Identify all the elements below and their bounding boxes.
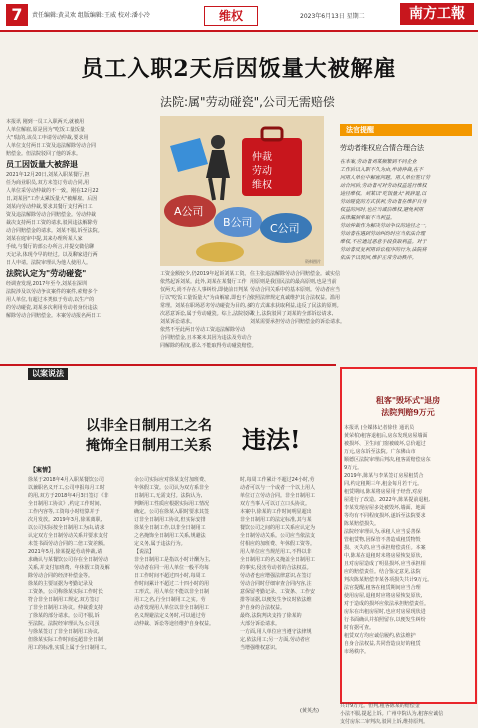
main-column-2 (160, 270, 257, 360)
text-line: 之名掩饰全日制用工关系,规避法 (134, 533, 206, 539)
briefcase-icon (242, 128, 302, 196)
text-line: 当增强维权意识。 (240, 645, 281, 651)
main-heading-1: 员工因饭量大被辞退 (6, 160, 78, 169)
text-line: 次月发放。2019年3月,徐某离职, (28, 517, 103, 523)
case-col1-text (28, 476, 128, 652)
text-line: 手续,与餐厅的部公办所言,并提交微信聊 (6, 244, 95, 250)
main-heading-2: 法院认定为"劳动碰瓷" (6, 269, 87, 278)
label-rights: 维权 (252, 180, 272, 191)
text-line: 维权,不应通过恶意手段获取利益。对于 (340, 239, 427, 245)
text-line: 判决陈某赔偿李某各项损失共计9万元。 (344, 577, 433, 583)
red-title-line2: 法院判赔9万元 (381, 407, 435, 417)
text-line: 用工之名,行全日制用工之实。劳 (134, 597, 206, 603)
text-line: 劳动者在遇到劳动纠纷时应当依法合理 (340, 231, 426, 237)
text-line: 日人申请。法院审理认为他人使用人。 (6, 260, 92, 266)
main-subheadline: 法院:属"劳动碰瓷",公司无需赔偿 (160, 95, 335, 109)
text-line: 了徐某的部分请求。公司不服,诉 (28, 613, 100, 619)
text-line: 2021年12月20日,刘某入职某餐厅,担 (6, 172, 90, 178)
text-line: 用工的标准,实质上属于全日制用工。 (28, 645, 110, 651)
text-line: 时有据可查。 (344, 625, 375, 631)
text-line: 2019年,陈某与李某签订房屋租赁合 (344, 473, 424, 479)
text-line: 徐某于2018年4月入职某餐饮公司 (28, 477, 104, 483)
text-line: 动者可以与一个或者一个以上用人 (240, 485, 316, 491)
text-line: 刘某需要承担劳动合同赔偿金的诉讼请求。 (250, 319, 346, 325)
label-labor: 劳动 (252, 166, 272, 177)
main-col1-para3 (6, 280, 156, 320)
main-col1-para1 (6, 118, 156, 158)
text-line: 动者发现用人单位以非全日制用工 (134, 605, 210, 611)
text-line: 刘某诉讼请求。 (160, 319, 196, 325)
red-title-line1: 租客"毁坏式"退房 (375, 395, 441, 405)
case-title-line1: 以非全日制用工之名 (86, 418, 212, 434)
text-line: 日制用工,无需支付。法院认为, (134, 493, 203, 499)
text-line: 以公司实际按全日制用工为由,请求 (28, 525, 105, 531)
main-col3-text (250, 270, 346, 326)
case-column-1 (28, 476, 128, 716)
text-line: 法官提醒,租客在租赁期间应当合理 (344, 585, 421, 591)
text-line: 刘某向劳动仲裁,要求其餐厅支付两日工 (6, 204, 93, 210)
text-line: 动合同赔偿金的请求。刘某不服,诉至法院。 (6, 228, 103, 234)
text-line: 定义务,属于违法行为。 (134, 541, 186, 547)
text-line: 本报讯 刚到一员工入职两天,就被用 (6, 119, 85, 125)
text-line: 【说法】 (134, 549, 155, 555)
text-line: 租赁期间,陈某将房屋用于经营,对房 (344, 489, 423, 495)
text-line: 护自身的合法权益。 (240, 605, 286, 611)
text-line: 解除劳动合同赔偿金。本案劳动报名两日工 (6, 313, 102, 319)
text-line: 双方当事人可以订立口头协议。 (240, 501, 311, 507)
text-line: 依法予以驳回,维护正常劳动秩序。 (340, 255, 417, 261)
text-line: 李某发现房屋多处被毁坏,墙面、地面 (344, 505, 426, 511)
text-line: 任为商业职员,双方未签订劳动合同,用 (6, 180, 90, 186)
text-line: 了非全日制用工协议。仲裁委支持 (28, 605, 104, 611)
text-line: 依照法律规定真诚维护其合法权益。滥用 (250, 295, 341, 301)
newspaper-logo: 南方工報 (400, 3, 474, 25)
text-line: 权益的同时,也应当诚信维权,避免利用 (340, 207, 424, 213)
text-line: 一方面,用人单位应当遵守法律规 (240, 629, 312, 635)
text-line: 租赁双方均应诚信履约,依法维护 (344, 633, 416, 639)
text-line: 次恶意诉讼,属于劳动碰瓷。综上,法院驳回 (160, 311, 254, 317)
text-line: 屋进行了改造。2022年,陈某提前退租, (344, 497, 430, 503)
illustration-svg (160, 116, 324, 266)
text-line: 与徐某签订了非全日制用工协议, (28, 629, 100, 635)
text-line: 使用房屋,退租时应将房屋恢复原状, (344, 593, 423, 599)
text-line: 人单位采劳动仲裁的不一致。刚在12月22 (6, 188, 99, 194)
text-line: 法律漏洞牟取不当利益。 (340, 215, 396, 221)
text-line: 对于造成的损坏应依法承担赔偿责任。 (344, 601, 430, 607)
label-b: B公司 (223, 216, 253, 229)
judge-tip-tag: 法官提醒 (346, 126, 374, 134)
text-line: 资及违法解除劳动合同赔偿金。劳动仲裁 (6, 212, 97, 218)
sidebar-body (340, 158, 472, 358)
text-line: 定,依法用工;另一方面,劳动者应 (240, 637, 310, 643)
text-line: 人单位支付两日工资及违法解除劳动合同 (6, 143, 97, 149)
text-line: 损、灭失的,应当承担赔偿责任。本案 (344, 545, 426, 551)
text-line: 劳动仲裁作为解决劳动争议的途径之一, (340, 223, 427, 229)
text-line: 常理。刘某在职场恶劣劳动碰瓷为目的,多 (160, 303, 252, 309)
case-col2-text (134, 476, 234, 628)
text-line: 工资条。公司称徐某实际工作时长 (28, 589, 104, 595)
text-line: 以兼职名义开工,公司申报每月工时 (28, 485, 105, 491)
text-line: 2021年5月,徐某提起劳动仲裁,请 (28, 549, 103, 555)
bubble-d-icon (196, 242, 244, 262)
text-line: 但徐某实际工作时间远超非全日制 (28, 637, 104, 643)
text-line: 大"!陆的,该员工申请劳动仲裁,要求用 (6, 135, 89, 141)
red-article-text (344, 424, 471, 656)
text-line: 餐饮公司之间的用工关系应认定为 (240, 525, 316, 531)
text-line: 且对房屋造成了明显损坏,应当承担相 (344, 561, 426, 567)
text-line: 大部分诉讼请求。 (240, 621, 281, 627)
text-line: 排等证据,以便发生争议时依法维 (240, 597, 312, 603)
text-line: 动合同后,劳动者可对劳动权益进行维权 (340, 183, 427, 189)
text-line: 依然不至此两日劳动工资违法解除劳动 (160, 327, 246, 333)
text-line: 等均有不同程度损坏,遂诉至法院要求 (344, 513, 426, 519)
text-line: 自身合法权益,共同营造良好的租赁 (344, 641, 421, 647)
text-line: 共计9万元。但判,租客陈某的赔偿金 (340, 703, 420, 709)
case-label: 【案情】 (30, 467, 55, 474)
text-line: 小法不服,提起上诉。广州中院认为,租客应诚信 (340, 711, 444, 717)
text-line: 单位订立劳动合同。非全日制用工 (240, 493, 316, 499)
text-line: 中,陈某在退租时未将房屋恢复原状, (344, 553, 423, 559)
text-line: 非全日制用工是指以小时计酬为主, (134, 557, 211, 563)
text-line: 名义规避法定义务时,可以通过劳 (134, 613, 206, 619)
case-title-line2: 掩饰全日制用工关系 (86, 438, 212, 454)
text-line: 经调查发现,2017年至今,刘某在深圳 (6, 281, 87, 287)
label-arbitration: 仲裁 (252, 152, 272, 163)
text-line: 工作内容等,工资每小时结算并于 (28, 509, 100, 515)
text-line: 年休假工资。公司认为双方系非全 (134, 485, 210, 491)
red-article-tail (340, 702, 476, 726)
text-line: 全日制劳动关系。公司应当依法支 (240, 533, 316, 539)
text-line: 动仲裁、诉讼等途径维护自身权益。 (134, 621, 215, 627)
text-line: 未签书面劳动合同的二倍工资差额。 (28, 541, 109, 547)
text-line: 依然起诉刘某。此外,刘某在某餐厅工作 (160, 279, 247, 285)
text-line: 同,约定租期三年,租金每月若干元。 (344, 481, 423, 487)
text-line: 用人单位,有超过本类似于劳动,以生产的 (6, 297, 95, 303)
text-line: 付相应的加班费、年休假工资等。 (240, 541, 316, 547)
text-line: 劳动合同时仔细审查合同内容,注 (240, 581, 312, 587)
main-col1-para2 (6, 171, 156, 267)
text-line: 劳动碰瓷的方式获利,劳动者在维护自身 (340, 199, 427, 205)
text-line: 厅以"吃饭工量饭量大"为由解雇,即也不合 (160, 295, 252, 301)
text-line: 本案中,徐某的工作时间明显超出 (240, 509, 312, 515)
text-line: 同解除的程度,那么不能取得劳动碰瓷赔偿。 (160, 343, 257, 349)
text-line: 故上,法院驳回了刘某的全部诉讼请求, (250, 311, 334, 317)
text-line: 本报讯 (全媒体记者徐佳 通讯员 (344, 425, 415, 431)
sidebar-title: 劳动者维权应合情合理合法 (340, 144, 424, 152)
editor-meta: 责任编辑:黄灵欢 组版编辑:王威 校对:潘小冷 (32, 12, 150, 19)
text-line: 陈某赔偿损失。 (344, 521, 380, 527)
case-big-word: 违法! (242, 425, 301, 454)
text-line: 法院经审理认为,承租人应当妥善保 (344, 529, 421, 535)
text-line: 在本案,劳动者刘某频繁到不同企业 (340, 159, 417, 165)
text-line: 的方式谋求获取利益,违反了民法的原则。 (250, 303, 342, 309)
text-line: 徐某全日制工作,以非全日制用工 (134, 525, 206, 531)
text-line: 劳动者也应增强法律意识,在签订 (240, 573, 312, 579)
text-line: 裁决支持两日工资的请求,驳回违法解除劳 (6, 220, 98, 226)
main-column-3 (250, 270, 346, 360)
text-line: 劳动合同关系中的基本原则。劳动者应当 (250, 287, 341, 293)
red-article-title (344, 394, 472, 418)
text-line: 余公司实际应对徐某支付加班费、 (134, 477, 210, 483)
main-headline: 员工入职2天后因饭量大被解雇 (81, 56, 397, 82)
text-line: 全日制用工协议》,约定工作时间、 (28, 501, 105, 507)
story-illustration (160, 116, 324, 266)
text-line: 的劳动碰瓷,刘某多次利用劳动者身份违法 (6, 305, 98, 311)
text-line: 9万元。 (344, 465, 363, 471)
text-line: 工作后以入职不久为由,申请仲裁,在不 (340, 167, 424, 173)
case-study-tag: 以案说法 (28, 368, 68, 380)
text-line: 的用,双方于2018年4月3日签订《非 (28, 493, 109, 499)
text-line: 万元,房东诉至法院。广东佛山市 (344, 449, 416, 455)
text-line: 认定双方全日制劳动关系并要求支付 (28, 533, 109, 539)
text-line: 用人单位应当规范用工,不得以非 (240, 549, 312, 555)
text-line: 时,每周工作累计不超过24小时,劳 (240, 477, 315, 483)
text-line: 的事实,侵害劳动者的合法权益。 (240, 565, 312, 571)
text-line: 市场秩序。 (344, 649, 370, 655)
red-article-tail-text (340, 702, 476, 726)
sidebar-text (340, 158, 472, 262)
text-line: 天记录,体现今早的经过。以及聊家进行两 (6, 252, 98, 258)
text-line: 仅两天,尚不存在人事纠纷,即使前日判某 (160, 287, 249, 293)
text-line: 日工作时间不超过四小时,每周工 (134, 573, 206, 579)
text-line: 刘某在庭审中提,其来办理所某人家 (6, 236, 83, 242)
text-line: 订非全日制用工协议,但实际安排 (134, 517, 206, 523)
case-editor-note: (黄英杰) (300, 708, 319, 714)
text-line: 房东在出租房屋时,也应对房屋现状进 (344, 609, 426, 615)
text-line: 同用人单位中解雇问题。用人单位签订劳 (340, 175, 431, 181)
case-column-2 (134, 476, 234, 716)
text-line: 用原则是我国民法的最高原则,也是当前 (250, 279, 337, 285)
text-line: 除劳动合同的经济补偿金等。 (28, 573, 94, 579)
text-line: 应的赔偿责任。结合鉴定意见,法院 (344, 569, 421, 575)
text-line: 赔偿金。但法院驳回了他的诉求。 (6, 151, 82, 157)
text-line: 关系,并支付加班费、年休假工资及解 (28, 565, 110, 571)
label-c: C公司 (270, 222, 300, 235)
text-line: 被损坏、卫生间门窗被破坏,总价超过 (344, 441, 426, 447)
text-line: 人单位解雇,原是因为"吃饭工量饭量 (6, 127, 85, 133)
issue-date: 2023年6月13日 星期二 (300, 13, 365, 20)
label-a: A公司 (174, 205, 204, 218)
text-line: 非全日制用工的法定标准,其与某 (240, 517, 312, 523)
text-line: 法院涉及以劳动争议案件的案件,索赔多个 (6, 289, 98, 295)
section-tag: 维权 (204, 6, 258, 26)
text-line: 工形式。用人单位不能以非全日制 (134, 589, 210, 595)
case-col3-text (240, 476, 334, 652)
text-line: 至法院。法院经审理认为,公司虽 (28, 621, 100, 627)
text-line: 途径维权。刘某以"吃饭量大"被辞退,以 (340, 191, 427, 197)
page-number: 7 (6, 4, 28, 26)
text-line: 全日制用工的名义掩盖全日制用工 (240, 557, 316, 563)
text-line: 意保留考勤记录、工资条、工作安 (240, 589, 316, 595)
text-line: 工资金额较少,仍2019年起诉刘某工资。 (160, 271, 250, 277)
text-line: 支付房东二审判决,驳回上诉,维持原判。 (340, 719, 429, 725)
text-line: 行书面确认并拍照留存,以便发生纠纷 (344, 617, 426, 623)
image-credit: 资料图片 (305, 259, 321, 264)
text-line: 求确认与某餐饮公司存在全日制劳动 (28, 557, 109, 563)
text-line: 符合非全日制用工规定,双方签订 (28, 597, 100, 603)
red-article-body (344, 424, 471, 696)
text-line: 日,刘某因"工作太累饭量大"被解雇。后因 (6, 196, 98, 202)
text-line: 最终,法院判决支持了徐某的 (240, 613, 302, 619)
case-column-3 (240, 476, 334, 708)
text-line: 顺德区法院审理后判决,租客需赔偿房东 (344, 457, 431, 463)
text-line: 管租赁物,因保管不善造成租赁物毁 (344, 537, 421, 543)
text-line: 住主张违法解除劳动合同赔偿金。诚实信 (250, 271, 341, 277)
text-line: 劳动者反复利用诉讼程序的行为,法院将 (340, 247, 427, 253)
main-col2-text (160, 270, 257, 350)
text-line: 作时间累计不超过二十四小时的用 (134, 581, 210, 587)
text-line: 合同赔偿金,且本案未其因为违法及劳动合 (160, 335, 252, 341)
text-line: 确定。公司在徐某入职时要求其签 (134, 509, 210, 515)
text-line: 劳动者在同一用人单位一般平均每 (134, 565, 210, 571)
main-column-1 (6, 118, 156, 362)
text-line: 判断用工性质应根据实际用工情况 (134, 501, 210, 507)
text-line: 黄荣柏)租客退租后,房东发现房屋墙面 (344, 433, 428, 439)
text-line: 徐某的主要证据为考勤记录及 (28, 581, 94, 587)
